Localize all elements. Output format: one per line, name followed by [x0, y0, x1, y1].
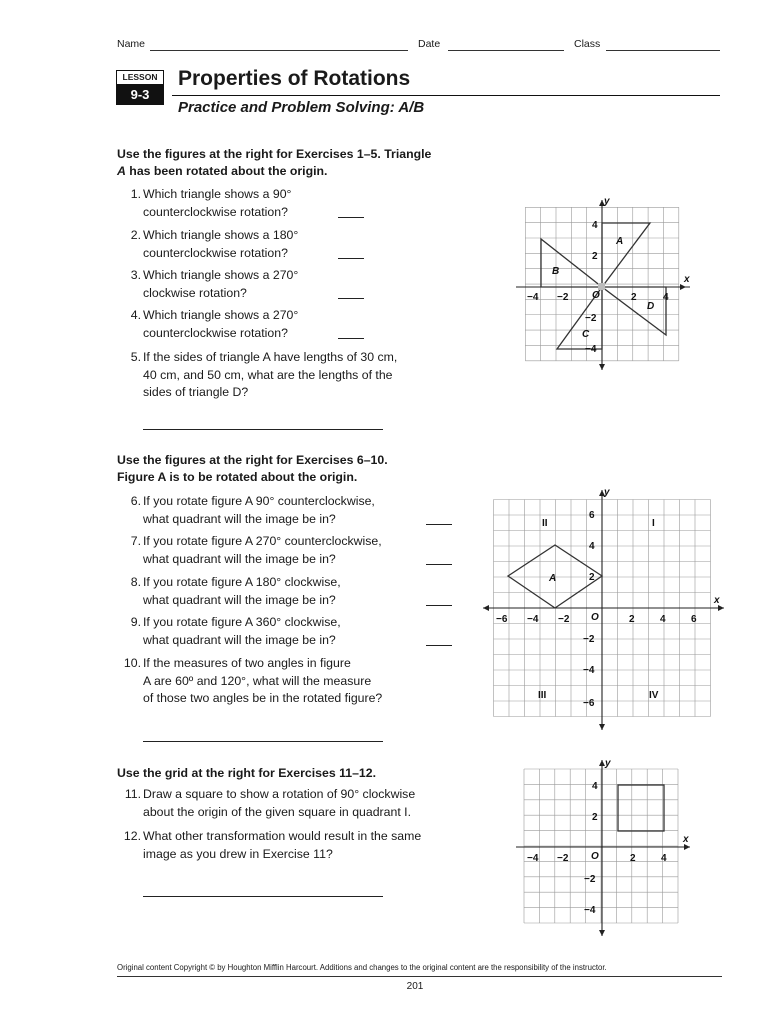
y-tick-label: −4: [585, 344, 597, 355]
class-label: Class: [574, 38, 601, 50]
section2-instruction-line1: Use the figures at the right for Exercises 6–10.: [117, 453, 388, 467]
quadrant-label-i: I: [652, 518, 655, 529]
exercise-line: what quadrant will the image be in?: [143, 592, 336, 607]
exercise-text: [143, 267, 298, 302]
exercise-line: If you rotate figure A 180° clockwise,: [143, 575, 341, 589]
exercise-number: 8.: [130, 575, 141, 589]
answer-blank-5[interactable]: [143, 429, 383, 430]
answer-blank-9[interactable]: [426, 645, 452, 646]
exercise-text: [143, 349, 397, 402]
exercise-8: [123, 574, 443, 610]
exercise-11: [123, 786, 483, 822]
exercise-number: 3.: [130, 268, 141, 282]
answer-blank-1[interactable]: [338, 217, 364, 218]
y-tick-label: −2: [584, 874, 596, 885]
quadrant-label-iii: III: [538, 690, 547, 701]
exercise-line: If you rotate figure A 360° clockwise,: [143, 615, 341, 629]
answer-blank-3[interactable]: [338, 298, 364, 299]
copyright-notice: Original content Copyright © by Houghton Mifflin Harcourt. Additions and changes to the original content are the responsibility of the instructor.: [117, 963, 607, 972]
section3-instruction: Use the grid at the right for Exercises 11–12.: [117, 766, 377, 780]
exercise-line: Which triangle shows a 270°: [143, 268, 299, 282]
date-field[interactable]: [448, 50, 564, 51]
lesson-badge: [116, 70, 164, 106]
x-axis-label: x: [684, 274, 690, 285]
y-axis-label: y: [604, 487, 610, 498]
triangle-a: [602, 223, 650, 287]
exercise-line: what quadrant will the image be in?: [143, 632, 336, 647]
exercise-line: image as you drew in Exercise 11?: [143, 846, 333, 861]
x-tick-label: 4: [660, 614, 666, 625]
title-divider: [172, 95, 720, 96]
exercise-line: clockwise rotation?: [143, 285, 247, 300]
exercise-line: sides of triangle D?: [143, 385, 249, 399]
name-label: Name: [117, 38, 146, 50]
name-field[interactable]: [150, 50, 408, 51]
footer-divider: [117, 976, 722, 977]
y-tick-label: 2: [592, 812, 598, 823]
class-field[interactable]: [606, 50, 720, 51]
x-tick-label: 4: [661, 853, 667, 864]
exercise-line: If you rotate figure A 90° counterclockwise,: [143, 494, 375, 508]
figure-label-d: D: [647, 301, 655, 312]
answer-blank-2[interactable]: [338, 258, 364, 259]
quadrant-label-ii: II: [542, 518, 548, 529]
exercise-2: [123, 227, 443, 263]
y-tick-label: −2: [585, 313, 597, 324]
graph-grid: [524, 769, 678, 923]
exercise-line: If the measures of two angles in figure: [143, 656, 351, 670]
section2-instruction: [117, 452, 497, 486]
exercise-number: 6.: [130, 494, 141, 508]
exercise-line: counterclockwise rotation?: [143, 245, 288, 260]
page-subtitle: Practice and Problem Solving: A/B: [178, 99, 425, 116]
exercise-line: counterclockwise rotation?: [143, 325, 288, 340]
answer-blank-6[interactable]: [426, 524, 452, 525]
origin-label: O: [592, 290, 600, 301]
y-tick-label: −2: [583, 634, 595, 645]
answer-blank-10[interactable]: [143, 741, 383, 742]
exercise-number: 7.: [130, 534, 141, 548]
quadrant-graph: [480, 486, 730, 736]
y-tick-label: 2: [589, 572, 595, 583]
exercise-number: 9.: [130, 615, 141, 629]
exercise-number: 11.: [124, 787, 141, 801]
x-tick-label: 2: [630, 853, 636, 864]
y-axis-arrow-down-icon: [599, 364, 605, 370]
exercise-10: [123, 655, 463, 709]
exercise-line: Which triangle shows a 90°: [143, 187, 292, 201]
x-tick-label: −6: [496, 614, 508, 625]
figure-label-b: B: [552, 266, 560, 277]
section1-instruction-line2: [117, 163, 497, 180]
exercise-text: [143, 493, 375, 528]
exercise-12: [123, 828, 483, 864]
exercise-line: about the origin of the given square in quadrant I.: [143, 804, 411, 819]
exercise-text: [143, 227, 298, 262]
exercise-line: what quadrant will the image be in?: [143, 511, 336, 526]
x-tick-label: −4: [527, 853, 539, 864]
x-axis-arrow-left-icon: [483, 605, 489, 611]
y-tick-label: −4: [584, 905, 596, 916]
y-axis-label: y: [604, 196, 610, 207]
triangle-a-label: A: [117, 164, 126, 178]
exercise-line: Draw a square to show a rotation of 90° clockwise: [143, 787, 416, 801]
y-tick-label: 4: [592, 781, 598, 792]
exercise-text: [143, 186, 291, 221]
x-tick-label: −2: [557, 292, 569, 303]
x-tick-label: −4: [527, 292, 539, 303]
x-tick-label: −2: [557, 853, 569, 864]
exercise-text: [143, 574, 341, 609]
origin-marker: [598, 283, 605, 290]
section1-instruction: [117, 146, 497, 180]
lesson-number: 9-3: [116, 85, 164, 105]
x-tick-label: −4: [527, 614, 539, 625]
exercise-number: 12.: [123, 829, 141, 843]
page-title: Properties of Rotations: [178, 67, 411, 90]
square-rotation-grid[interactable]: [512, 756, 697, 941]
exercise-text: [143, 614, 341, 649]
exercise-7: [123, 533, 443, 569]
exercise-text: [143, 307, 298, 342]
exercise-text: [143, 533, 382, 568]
page-number: 201: [406, 981, 424, 992]
exercise-number: 4.: [130, 308, 141, 322]
x-axis-label: x: [714, 595, 720, 606]
answer-blank-7[interactable]: [426, 564, 452, 565]
exercise-line: A are 60º and 120°, what will the measure: [143, 673, 372, 688]
exercise-line: If the sides of triangle A have lengths of 30 cm,: [143, 350, 398, 364]
answer-blank-8[interactable]: [426, 605, 452, 606]
exercise-9: [123, 614, 443, 650]
exercise-number: 5.: [130, 350, 141, 364]
graph-axes: [483, 490, 724, 730]
answer-blank-12[interactable]: [143, 896, 383, 897]
exercise-number: 2.: [130, 228, 141, 242]
exercise-line: what quadrant will the image be in?: [143, 551, 336, 566]
y-tick-label: −4: [583, 665, 595, 676]
exercise-line: 40 cm, and 50 cm, what are the lengths of the: [143, 367, 393, 382]
y-tick-label: 2: [592, 251, 598, 262]
given-square-quadrant-i: [618, 785, 664, 831]
x-tick-label: 6: [691, 614, 697, 625]
section1-instruction-line1: Use the figures at the right for Exercises 1–5. Triangle: [117, 147, 432, 161]
exercise-line: What other transformation would result in the same: [143, 829, 422, 843]
exercise-text: [143, 828, 421, 863]
exercise-4: [123, 307, 443, 343]
exercise-line: Which triangle shows a 180°: [143, 228, 299, 242]
exercise-3: [123, 267, 443, 303]
section1-instruction-rest: has been rotated about the origin.: [125, 164, 328, 178]
exercise-number: 1.: [130, 187, 141, 201]
y-tick-label: 6: [589, 510, 595, 521]
x-tick-label: 2: [631, 292, 637, 303]
exercise-text: [143, 786, 415, 821]
x-tick-label: 2: [629, 614, 635, 625]
answer-blank-4[interactable]: [338, 338, 364, 339]
exercise-1: [123, 186, 443, 222]
y-axis-arrow-down-icon: [599, 724, 605, 730]
y-axis-arrow-down-icon: [599, 930, 605, 936]
exercise-text: [143, 655, 382, 708]
exercise-number: 10.: [123, 656, 141, 670]
exercise-line: counterclockwise rotation?: [143, 204, 288, 219]
figure-label-c: C: [582, 329, 590, 340]
section2-instruction-line2: Figure A is to be rotated about the origin.: [117, 470, 358, 484]
y-tick-label: 4: [592, 220, 598, 231]
x-axis-label: x: [683, 834, 689, 845]
exercise-6: [123, 493, 443, 529]
lesson-label: LESSON: [116, 70, 164, 85]
y-tick-label: 4: [589, 541, 595, 552]
exercise-line: Which triangle shows a 270°: [143, 308, 299, 322]
x-tick-label: 4: [663, 292, 669, 303]
y-axis-label: y: [605, 758, 611, 769]
quadrant-label-iv: IV: [649, 690, 659, 701]
origin-label: O: [591, 612, 599, 623]
exercise-line: of those two angles be in the rotated figure?: [143, 691, 383, 705]
rotation-triangles-graph: [510, 192, 700, 377]
origin-label: O: [591, 851, 599, 862]
exercise-line: If you rotate figure A 270° counterclockwise,: [143, 534, 382, 548]
y-tick-label: −6: [583, 698, 595, 709]
figure-label-a: A: [616, 236, 624, 247]
date-label: Date: [418, 38, 441, 50]
x-tick-label: −2: [558, 614, 570, 625]
exercise-5: [123, 349, 463, 403]
figure-label-a: A: [549, 573, 557, 584]
